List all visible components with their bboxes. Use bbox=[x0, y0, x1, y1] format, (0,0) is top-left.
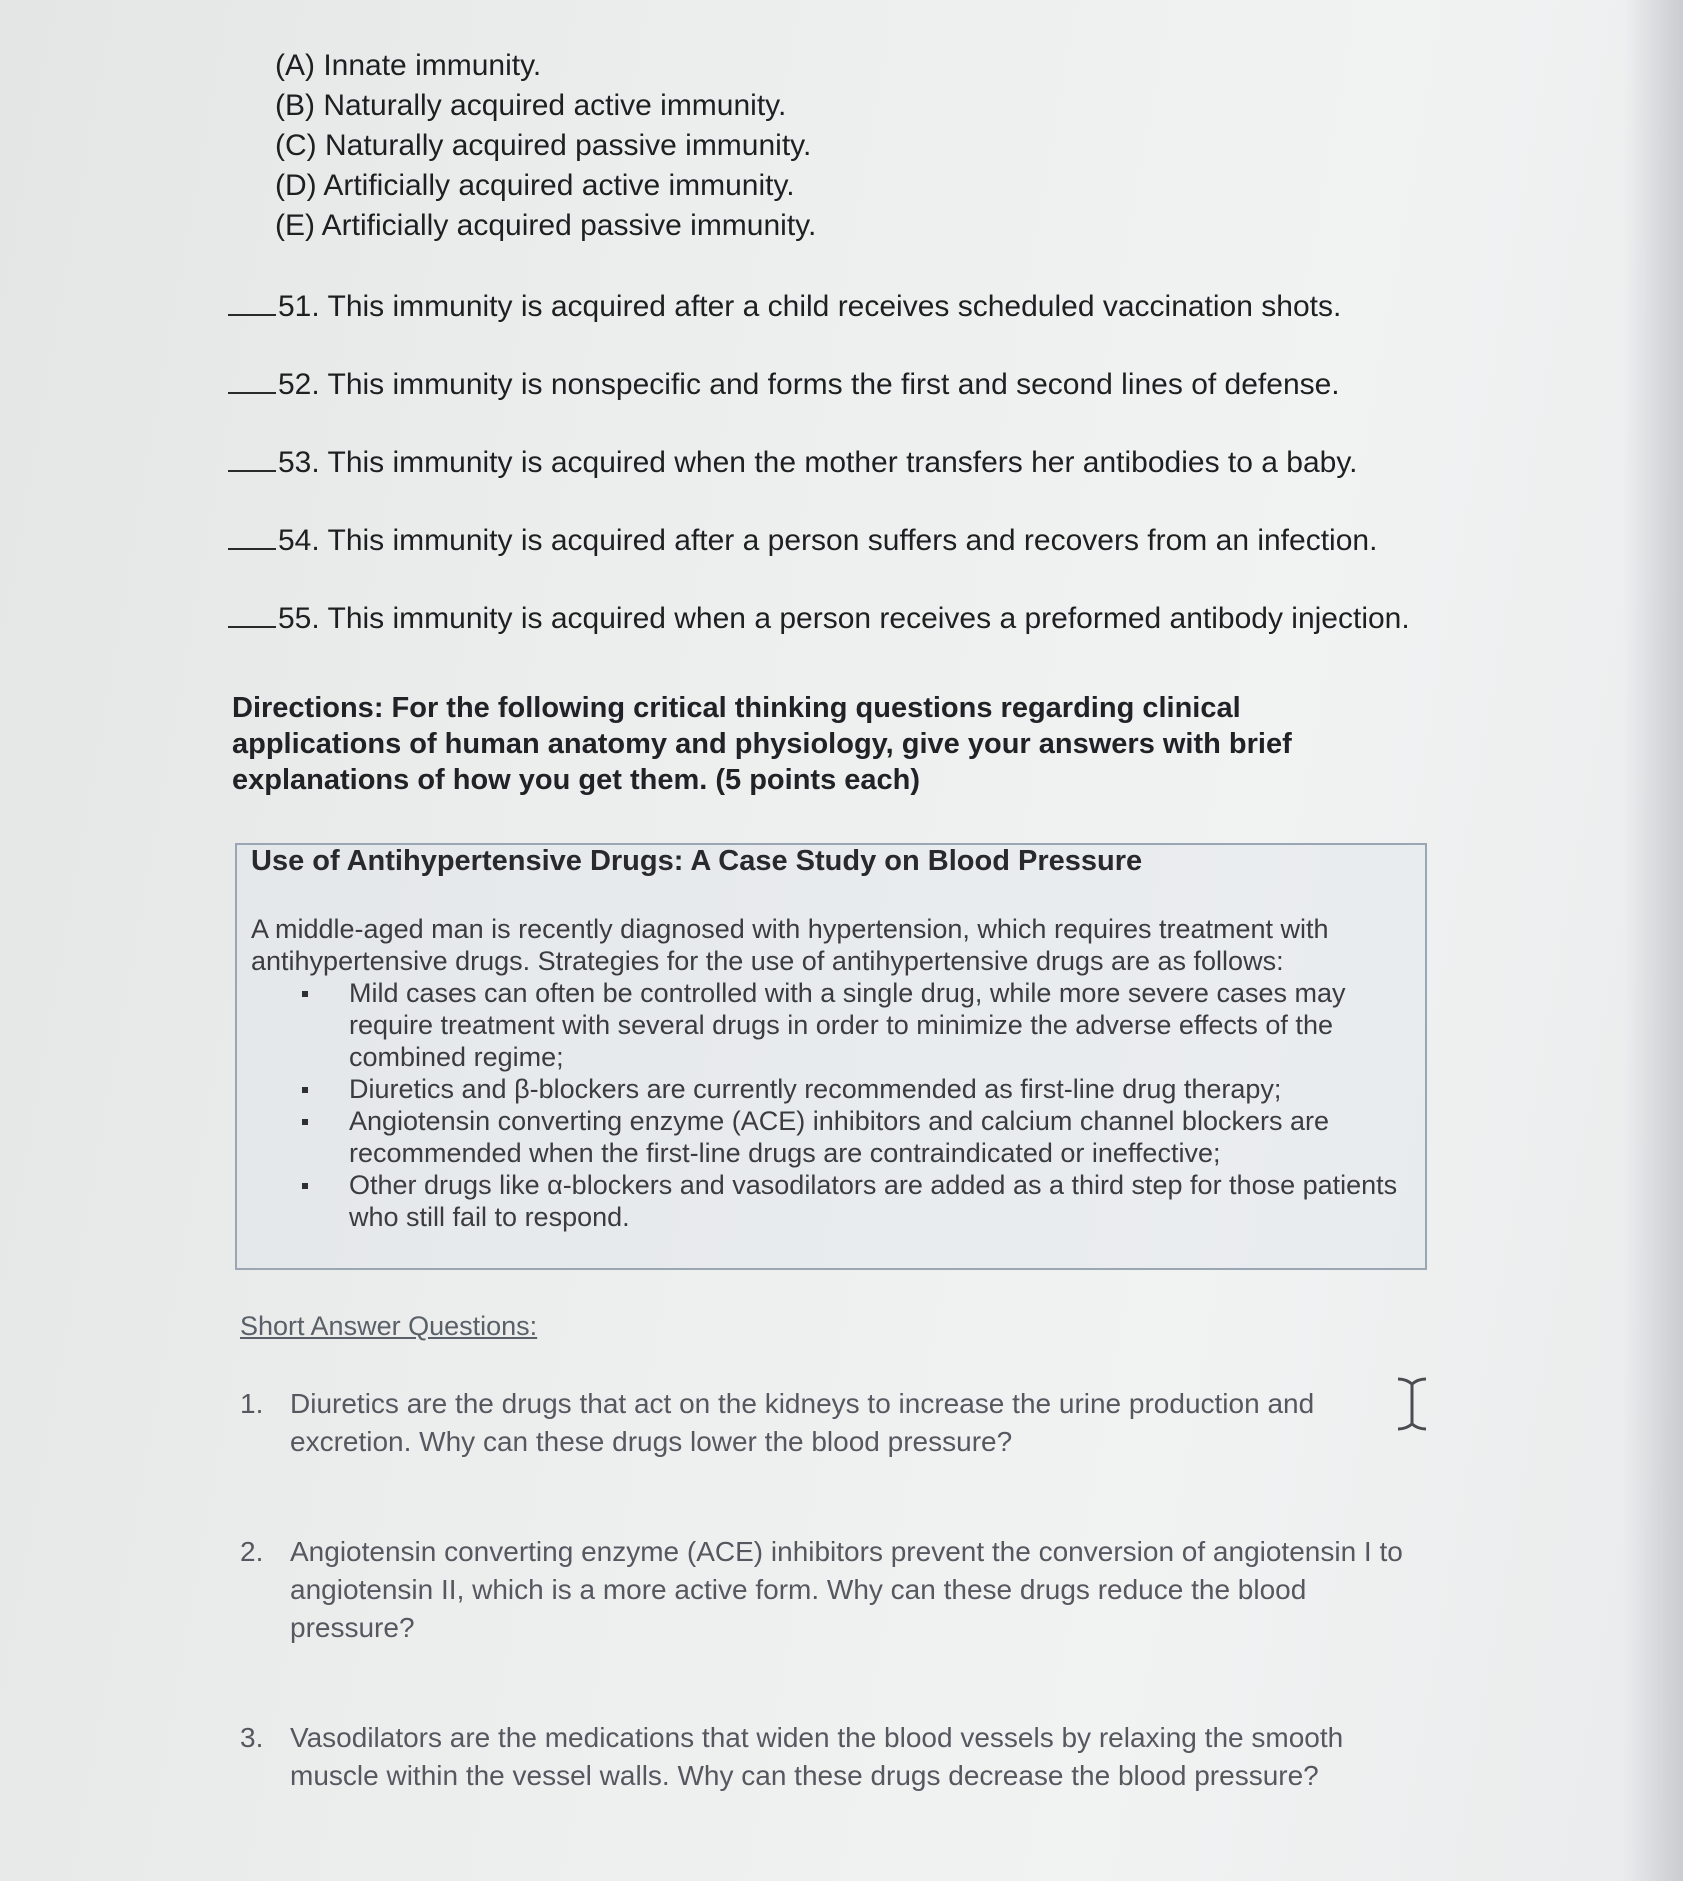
matching-questions bbox=[228, 290, 1458, 680]
question-number: 2. bbox=[240, 1536, 264, 1567]
case-study-box bbox=[235, 843, 1427, 1270]
short-answer-questions bbox=[240, 1385, 1410, 1795]
matching-question-55 bbox=[228, 602, 1458, 680]
option-c: (C) Naturally acquired passive immunity. bbox=[275, 129, 812, 162]
answer-blank[interactable] bbox=[228, 626, 276, 628]
answer-blank[interactable] bbox=[228, 314, 276, 316]
question-number: 3. bbox=[240, 1722, 264, 1753]
option-e: (E) Artificially acquired passive immunity. bbox=[275, 209, 817, 242]
option-d: (D) Artificially acquired active immunity. bbox=[275, 169, 795, 202]
short-answer-question-2 bbox=[240, 1533, 1410, 1719]
question-text: Diuretics are the drugs that act on the kidneys to increase the urine production and excretion. Why can these drugs lower the blood pressure? bbox=[290, 1388, 1315, 1457]
answer-options bbox=[275, 46, 816, 246]
text-cursor-icon bbox=[1394, 1376, 1430, 1432]
question-text: 51. This immunity is acquired after a child receives scheduled vaccination shots. bbox=[278, 290, 1342, 323]
matching-question-54 bbox=[228, 524, 1458, 602]
bullet-item: Diuretics and β-blockers are currently recommended as first-line drug therapy; bbox=[349, 1073, 1411, 1105]
bullet-item: Other drugs like α-blockers and vasodilators are added as a third step for those patients who still fail to respond. bbox=[349, 1169, 1411, 1233]
question-text: Vasodilators are the medications that widen the blood vessels by relaxing the smooth muscle within the vessel walls. Why can these drugs decrease the blood pressure? bbox=[290, 1722, 1344, 1791]
question-number: 1. bbox=[240, 1388, 264, 1419]
case-study-body bbox=[251, 913, 1411, 1233]
bullet-item: Mild cases can often be controlled with a single drug, while more severe cases may require treatment with several drugs in order to minimize the adverse effects of the combined regime; bbox=[349, 977, 1411, 1073]
short-answer-heading: Short Answer Questions: bbox=[240, 1311, 538, 1341]
question-text: 53. This immunity is acquired when the mother transfers her antibodies to a baby. bbox=[278, 446, 1358, 479]
question-text: 52. This immunity is nonspecific and forms the first and second lines of defense. bbox=[278, 368, 1340, 401]
question-text: 55. This immunity is acquired when a person receives a preformed antibody injection. bbox=[278, 602, 1410, 635]
matching-question-53 bbox=[228, 446, 1458, 524]
screen-edge-shadow bbox=[1623, 0, 1683, 1881]
question-text: 54. This immunity is acquired after a person suffers and recovers from an infection. bbox=[278, 524, 1378, 557]
bullet-item: Angiotensin converting enzyme (ACE) inhibitors and calcium channel blockers are recommended when the first-line drugs are contraindicated or ineffective; bbox=[349, 1105, 1411, 1169]
case-study-title: Use of Antihypertensive Drugs: A Case Study on Blood Pressure bbox=[251, 845, 1143, 877]
directions-text: Directions: For the following critical thinking questions regarding clinical applications of human anatomy and physiology, give your answers with brief explanations of how you get them. (5 points each) bbox=[232, 692, 1292, 796]
case-study-intro: A middle-aged man is recently diagnosed with hypertension, which requires treatment with antihypertensive drugs. Strategies for the use of antihypertensive drugs are as follows: bbox=[251, 914, 1329, 976]
matching-question-51 bbox=[228, 290, 1458, 368]
answer-blank[interactable] bbox=[228, 548, 276, 550]
option-b: (B) Naturally acquired active immunity. bbox=[275, 89, 787, 122]
answer-blank[interactable] bbox=[228, 392, 276, 394]
option-a: (A) Innate immunity. bbox=[275, 49, 542, 82]
question-text: Angiotensin converting enzyme (ACE) inhibitors prevent the conversion of angiotensin I to angiotensin II, which is a more active form. Why can these drugs reduce the blood pressure? bbox=[290, 1536, 1403, 1643]
answer-blank[interactable] bbox=[228, 470, 276, 472]
case-study-bullets bbox=[251, 977, 1411, 1233]
short-answer-question-1 bbox=[240, 1385, 1410, 1533]
matching-question-52 bbox=[228, 368, 1458, 446]
short-answer-question-3 bbox=[240, 1719, 1410, 1795]
